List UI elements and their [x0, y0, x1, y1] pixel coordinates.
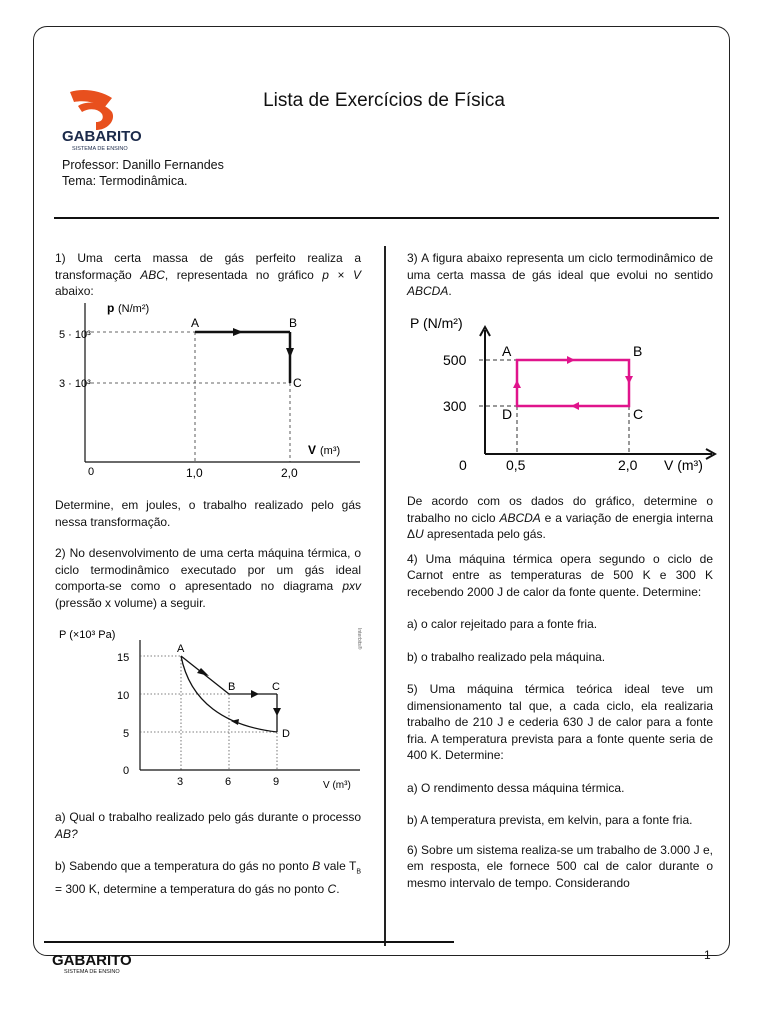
teacher-info: [62, 157, 224, 189]
g3-arrow-da: [513, 380, 521, 388]
g2-point-b: B: [228, 681, 236, 693]
q3-statement: 3) A figura abaixo representa um ciclo termodinâmico de uma certa massa de gás ideal que evolui no sentido ABCDA.: [407, 251, 713, 298]
g1-y-high: 5 · 10³: [59, 329, 91, 341]
q2-item-b: b) Sabendo que a temperatura do gás no ponto B vale $T_B = 300$ K, determine a temperatura do gás no ponto C.: [55, 859, 361, 896]
g3-origin: 0: [459, 457, 467, 473]
g3-ylabel: P (N/m²): [410, 315, 463, 331]
g3-xlabel: V (m³): [664, 457, 703, 473]
g2-y15: 15: [117, 652, 130, 664]
q1-question: Determine, em joules, o trabalho realizado pelo gás nessa transformação.: [55, 498, 361, 529]
g3-x05: 0,5: [506, 457, 526, 473]
g1-xlabel-unit: (m³): [320, 445, 341, 457]
g2-xlabel: V (m³): [323, 780, 351, 791]
g2-x9: 9: [273, 776, 280, 788]
g1-arrow-bc: [286, 348, 294, 358]
g3-point-c: C: [633, 406, 644, 422]
graph-2: [55, 622, 365, 794]
g2-y10: 10: [117, 690, 130, 702]
g2-ylabel: P (×10³ Pa): [59, 629, 116, 641]
g3-point-d: D: [502, 406, 513, 422]
question-2-items: [55, 809, 361, 897]
q2-statement: 2) No desenvolvimento de uma certa máquina térmica, o ciclo termodinâmico executado por um gás ideal comporta-se como o apresentado no diagrama pxv (pressão x volume) a seguir.: [55, 546, 361, 610]
question-3-ask: [407, 493, 713, 891]
graph-1: [55, 298, 365, 480]
g3-point-b: B: [633, 343, 643, 359]
g3-x20: 2,0: [618, 457, 638, 473]
g1-origin: 0: [88, 466, 95, 478]
header-divider: [54, 217, 719, 219]
footer-logo: [52, 950, 152, 976]
q3-question: De acordo com os dados do gráfico, determine o trabalho no ciclo ABCDA e a variação de energia interna ΔU apresentada pelo gás.: [407, 494, 713, 541]
q4-item-b: b) o trabalho realizado pela máquina.: [407, 649, 606, 664]
footer-brand: GABARITO: [52, 952, 132, 969]
g3-arrow-ab: [567, 356, 575, 364]
g2-y0: 0: [123, 765, 130, 777]
footer-divider: [44, 941, 454, 943]
g1-x1: 1,0: [186, 466, 203, 480]
footer-brand-sub: SISTEMA DE ENSINO: [64, 969, 120, 975]
g1-ylabel-p: p: [107, 301, 115, 315]
g3-cycle: [517, 360, 629, 406]
graph-3: [407, 306, 717, 478]
g2-point-a: A: [177, 643, 185, 655]
question-1: [55, 250, 361, 300]
topic: Tema: Termodinâmica.: [62, 174, 188, 188]
g1-point-b: B: [289, 316, 298, 330]
g1-x2: 2,0: [281, 466, 298, 480]
logo-sub: SISTEMA DE ENSINO: [72, 146, 128, 152]
q5-item-b: b) A temperatura prevista, em kelvin, para a fonte fria.: [407, 813, 693, 827]
q6-statement: 6) Sobre um sistema realiza-se um trabalho de 3.000 J e, em resposta, ele fornece 500 cal de calor durante o mesmo intervalo de tempo. Considerando: [407, 842, 713, 890]
g1-xlabel-v: V: [308, 443, 317, 457]
g1-y-low: 3 · 10³: [59, 378, 91, 390]
g1-arrow-ab: [233, 328, 243, 336]
q4-statement: 4) Uma máquina térmica opera segundo o ciclo de Carnot entre as temperaturas de 500 K e 300 K recebendo 2000 J de calor da fonte quente. Determine:: [407, 551, 713, 599]
g2-y5: 5: [123, 728, 130, 740]
g1-point-a: A: [191, 316, 200, 330]
g3-y500: 500: [443, 352, 467, 368]
g2-x6: 6: [225, 776, 232, 788]
g2-arrow-ab: [197, 668, 209, 676]
g3-y300: 300: [443, 398, 467, 414]
g2-point-c: C: [272, 681, 280, 693]
q5-item-a: a) O rendimento dessa máquina térmica.: [407, 780, 625, 795]
g3-point-a: A: [502, 343, 512, 359]
g3-arrow-bc: [625, 376, 633, 384]
g2-credit: Interbits®: [356, 628, 362, 650]
page-title: Lista de Exercícios de Física: [263, 90, 505, 111]
logo-brand: GABARITO: [62, 128, 142, 145]
q5-statement: 5) Uma máquina térmica teórica ideal teve um dimensionamento tal que, a cada ciclo, ela realizaria trabalho de 210 J e cederia 630 J de calor para a fonte fria. A temperatura prevista para a fonte quente seria de 400 K. Determine:: [407, 682, 713, 762]
g1-ylabel-unit: (N/m²): [118, 303, 150, 315]
q1-statement: 1) Uma certa massa de gás perfeito realiza a transformação ABC, representada no gráfico p × V abaixo:: [55, 251, 361, 298]
g2-arrow-bc: [251, 690, 259, 698]
question-1-ask: [55, 497, 361, 530]
q4-item-a: a) o calor rejeitado para a fonte fria.: [407, 617, 598, 631]
page-number: 1: [704, 948, 711, 962]
g2-arrow-cd: [273, 708, 281, 716]
q2-item-a: a) Qual o trabalho realizado pelo gás durante o processo AB?: [55, 810, 361, 841]
question-3: [407, 250, 713, 300]
g3-arrow-cd: [571, 402, 579, 410]
g2-x3: 3: [177, 776, 184, 788]
g1-point-c: C: [293, 376, 302, 390]
question-2: [55, 545, 361, 611]
teacher-name: Professor: Danillo Fernandes: [62, 158, 224, 172]
column-divider: [384, 246, 386, 946]
g2-point-d: D: [282, 728, 290, 740]
